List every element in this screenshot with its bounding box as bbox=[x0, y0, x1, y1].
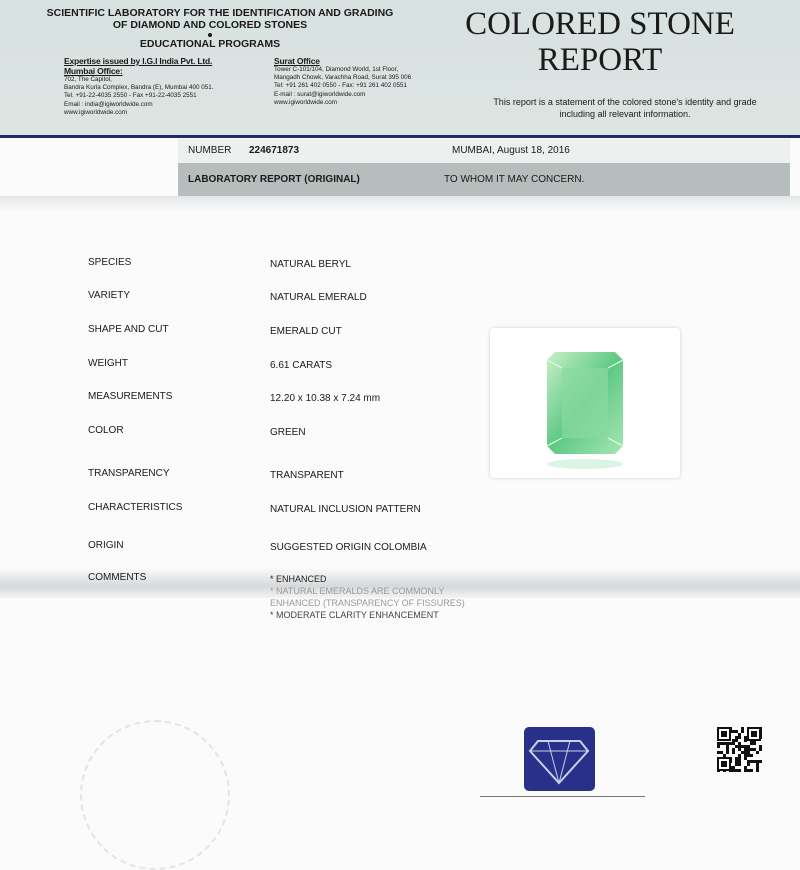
number-label: NUMBER bbox=[188, 145, 232, 156]
address-line: www.igiworldwide.com bbox=[274, 98, 337, 106]
comments bbox=[270, 573, 465, 621]
field-value: NATURAL BERYL bbox=[270, 259, 351, 270]
address-line: 702, The Capitol, bbox=[64, 76, 112, 83]
comment-line: * MODERATE CLARITY ENHANCEMENT bbox=[270, 610, 439, 620]
comment-line: ENHANCED (TRANSPARENCY OF FISSURES) bbox=[270, 598, 465, 608]
field-label: SPECIES bbox=[88, 257, 132, 268]
field-label: TRANSPARENCY bbox=[88, 468, 170, 479]
bullet-dot bbox=[208, 33, 212, 37]
mumbai-office bbox=[64, 56, 213, 117]
address-line: Bandra Kurla Complex, Bandra (E), Mumbai 400 051. bbox=[64, 84, 214, 92]
field-label: COLOR bbox=[88, 425, 124, 436]
report-type-row bbox=[178, 163, 790, 196]
field-value: SUGGESTED ORIGIN COLOMBIA bbox=[270, 542, 427, 553]
address-line: E-mail : surat@igiworldwide.com bbox=[274, 90, 366, 98]
field-label: SHAPE AND CUT bbox=[88, 324, 169, 335]
field-value: GREEN bbox=[270, 427, 306, 438]
qr-code[interactable] bbox=[716, 727, 763, 773]
address-line: Mangadh Chowk, Varachha Road, Surat 395 006 bbox=[274, 74, 412, 82]
report-title bbox=[440, 6, 760, 78]
number-row bbox=[178, 139, 790, 163]
lab-line-3: EDUCATIONAL PROGRAMS bbox=[139, 38, 281, 50]
addressee: TO WHOM IT MAY CONCERN. bbox=[444, 174, 585, 185]
divider bbox=[0, 135, 800, 138]
report-number: 224671873 bbox=[249, 145, 300, 156]
field-value: EMERALD CUT bbox=[270, 326, 342, 337]
diamond-hologram-icon bbox=[524, 727, 595, 791]
address-line: Tel: +91 261 402 0550 - Fax: +91 261 402 0551 bbox=[274, 82, 408, 90]
paper-fold bbox=[0, 196, 800, 212]
emerald-image bbox=[490, 328, 680, 478]
report-title-line-2: REPORT bbox=[537, 42, 663, 78]
gem-photo bbox=[490, 328, 680, 478]
comments-label: COMMENTS bbox=[88, 572, 147, 583]
qr-code-icon bbox=[716, 727, 763, 773]
field-value: 12.20 x 10.38 x 7.24 mm bbox=[270, 393, 381, 404]
address-line: www.igiworldwide.com bbox=[64, 108, 127, 116]
report-type: LABORATORY REPORT (ORIGINAL) bbox=[188, 174, 360, 185]
surat-office bbox=[274, 56, 411, 107]
address-line: Tel. +91-22-4035 2550 - Fax +91-22-4035 2551 bbox=[64, 92, 197, 100]
field-label: WEIGHT bbox=[88, 358, 128, 369]
lab-line-1: SCIENTIFIC LABORATORY FOR THE IDENTIFICATION AND GRADING bbox=[46, 7, 394, 19]
field-label: ORIGIN bbox=[88, 540, 124, 551]
field-label: MEASUREMENTS bbox=[88, 391, 173, 402]
report-description: This report is a statement of the colored stone's identity and grade including all relevant information. bbox=[493, 97, 757, 119]
field-label: VARIETY bbox=[88, 290, 131, 301]
surat-title: Surat Office bbox=[274, 56, 320, 66]
address-line: Email : india@igiworldwide.com bbox=[64, 100, 153, 108]
place-date: MUMBAI, August 18, 2016 bbox=[452, 145, 570, 156]
field-label: CHARACTERISTICS bbox=[88, 502, 183, 513]
comment-line: * NATURAL EMERALDS ARE COMMONLY bbox=[270, 586, 445, 596]
signature-line bbox=[480, 796, 645, 797]
expertise-line: Expertise issued by I.G.I India Pvt. Ltd. bbox=[64, 56, 213, 66]
comment-line: * ENHANCED bbox=[270, 574, 327, 584]
field-value: 6.61 CARATS bbox=[270, 360, 333, 371]
embossed-seal bbox=[80, 720, 230, 870]
mumbai-title: Mumbai Office: bbox=[64, 66, 123, 76]
field-value: TRANSPARENT bbox=[270, 470, 344, 481]
lab-line-2: OF DIAMOND AND COLORED STONES bbox=[112, 19, 308, 31]
report-title-line-1: COLORED STONE bbox=[465, 6, 735, 42]
field-value: NATURAL INCLUSION PATTERN bbox=[270, 504, 421, 515]
address-line: Tower C-101/104, Diamond World, 1st Floor, bbox=[274, 66, 399, 73]
field-value: NATURAL EMERALD bbox=[270, 292, 367, 303]
hologram-sticker bbox=[524, 727, 595, 791]
